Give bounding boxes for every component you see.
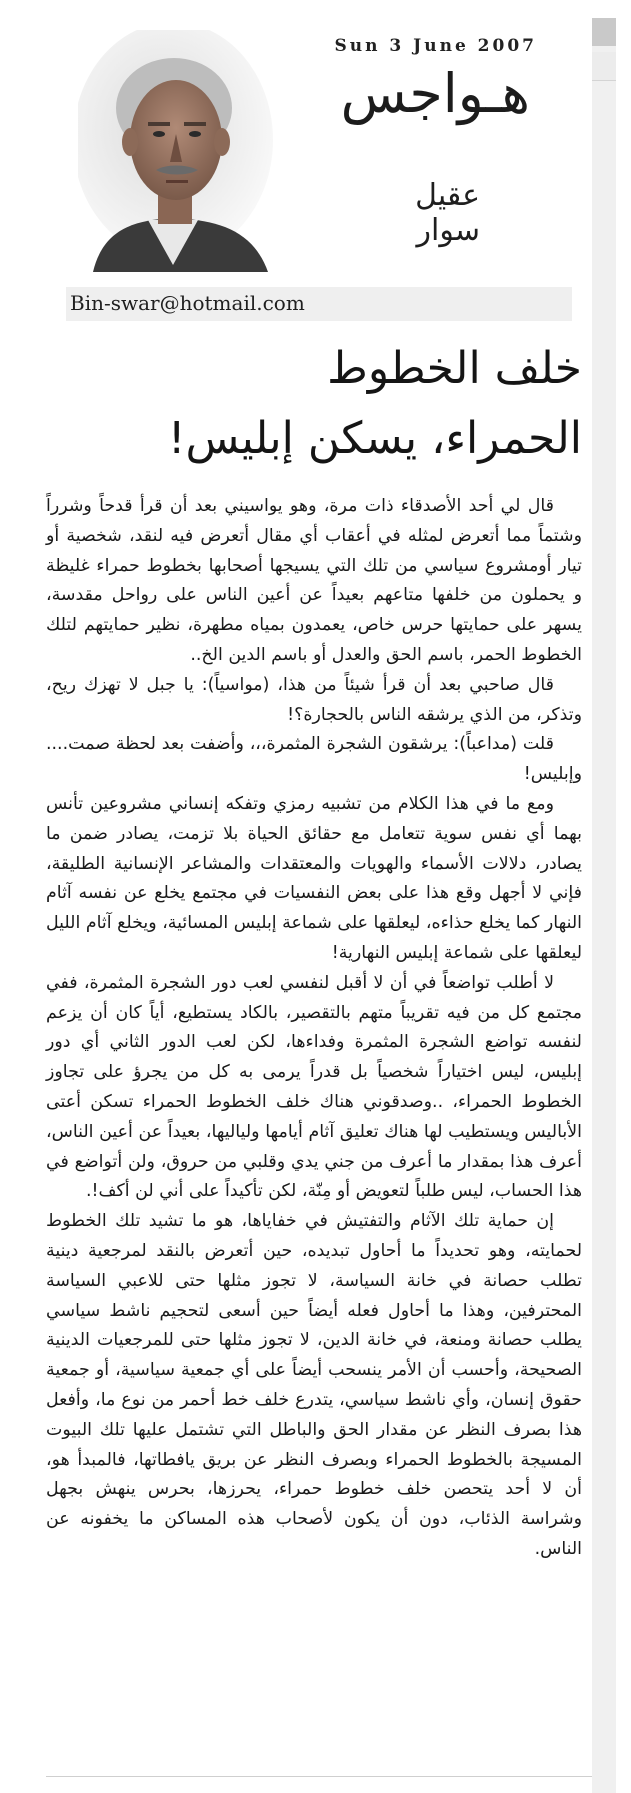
publication-date: Sun 3 June 2007 — [334, 36, 537, 56]
article-paragraph: لا أطلب تواضعاً في أن لا أقبل لنفسي لعب دور الشجرة المثمرة، ففي مجتمع كل من فيه تقريباً متهم بالتقصير، بالكاد يستطيع، أياً كان أن يزعم لنفسه تواضع الشجرة المثمرة وفداءها، لكن لعب الدور الثاني أي دور إبليس، ليس اختياراً شخصياً بل قدراً يرمى به كل من يجرؤ على تجاوز الخطوط الحمراء، ..وصدقوني هناك خلف الخطوط الحمراء تسكن أعتى الأباليس ويستطيب لها هناك تعليق آثام أيامها ولياليها، بعيداً عن أعين الناس، أعرف هذا بمقدار ما أعرف من جني يدي وقلبي من حروق، ولن أتواضع في هذا الحساب، ليس طلباً لتعويض أو مِنّة، لكن تأكيداً على أني لن أكف!. — [46, 972, 582, 1202]
author-portrait — [78, 30, 284, 272]
article-body — [46, 492, 582, 1565]
article-paragraph: قلت (مداعباً): يرشقون الشجرة المثمرة،،، وأضفت بعد لحظة صمت.... وإبليس! — [46, 734, 582, 785]
author-name: عقيل سوار — [415, 178, 480, 248]
column-name: هـواجس — [340, 62, 530, 125]
headline-line-2: الحمراء، يسكن إبليس! — [167, 413, 582, 464]
article-headline — [150, 334, 582, 474]
headline-line-1: خلف الخطوط — [327, 343, 582, 394]
side-strip — [592, 18, 616, 1793]
article-paragraph: قال لي أحد الأصدقاء ذات مرة، وهو يواسيني بعد أن قرأ قدحاً وشرراً وشتماً مما أتعرض لمثله في أعقاب أي مقال أتعرض فيه لنقد، شخصية أو تيار أومشروع سياسي من تلك التي يسيجها أصحابها بخطوط حمراء غليظة و يحملون من خلفها متاعهم بعيداً عن أعين الناس على رواحل مقدسة، يسهر على حمايتها حرس خاص، يعمدون بمياه مطهرة، نظير حمايتهم لتلك الخطوط الحمر، باسم الحق والعدل أو باسم الدين الخ.. — [46, 496, 582, 665]
bottom-divider — [46, 1776, 592, 1777]
article-paragraph: ومع ما في هذا الكلام من تشبيه رمزي وتفكه إنساني مشروعين تأنس بهما أي نفس سوية تتعامل مع حقائق الحياة بلا تزمت، يصادر ضمن ما يصادر، دلالات الأسماء والهويات والمعتقدات والمشاعر الإنسانية الطليقة، فإني لا أجهل وقع هذا على بعض النفسيات في مجتمع يخلع عن نفسه آثام النهار كما يخلع حذاءه، ليعلقها على شماعة إبليس المسائية، ويخلع آثام الليل ليعلقها على شماعة إبليس النهارية! — [46, 793, 582, 963]
side-scroll-up[interactable] — [592, 18, 616, 46]
side-scroll-thumb[interactable] — [592, 52, 616, 81]
author-email[interactable]: Bin-swar@hotmail.com — [70, 291, 305, 315]
article-paragraph: قال صاحبي بعد أن قرأ شيئاً من هذا، (مواسياً): يا جبل لا تهزك ريح، وتذكر، من الذي يرشقه الناس بالحجارة؟! — [46, 674, 582, 725]
article-paragraph: إن حماية تلك الآثام والتفتيش في خفاياها، هو ما تشيد تلك الخطوط لحمايته، وهو تحديداً ما أحاول تبديده، حين أتعرض بالنقد لمرجعية دينية تطلب حصانة في خانة السياسة، لا تجوز مثلها حتى للاعبي السياسة المحترفين، وهذا ما أحاول فعله أيضاً حين أسعى لتحجيم ناشط سياسي يطلب حصانة ومنعة، في خانة الدين، لا تجوز مثلها حتى للمرجعيات الدينية الصحيحة، وأحسب أن الأمر ينسحب أيضاً على أي جمعية سياسية، أو جمعية حقوق إنسان، وأي ناشط سياسي، يتدرع خلف خط أحمر من نوع ما، وأفعل هذا بصرف النظر عن مقدار الحق والباطل التي تشتمل عليها تلك البيوت المسيجة بالخطوط الحمراء وبصرف النظر عن بريق يافطاتها، فالمبدأ هو، أن لا أحد يتحصن خلف خطوط حمراء، يحرزها، بحرس ينهش بجهل وشراسة الذئاب، دون أن يكون لأصحاب هذه المساكن ما يخفونه عن الناس. — [46, 1211, 582, 1559]
